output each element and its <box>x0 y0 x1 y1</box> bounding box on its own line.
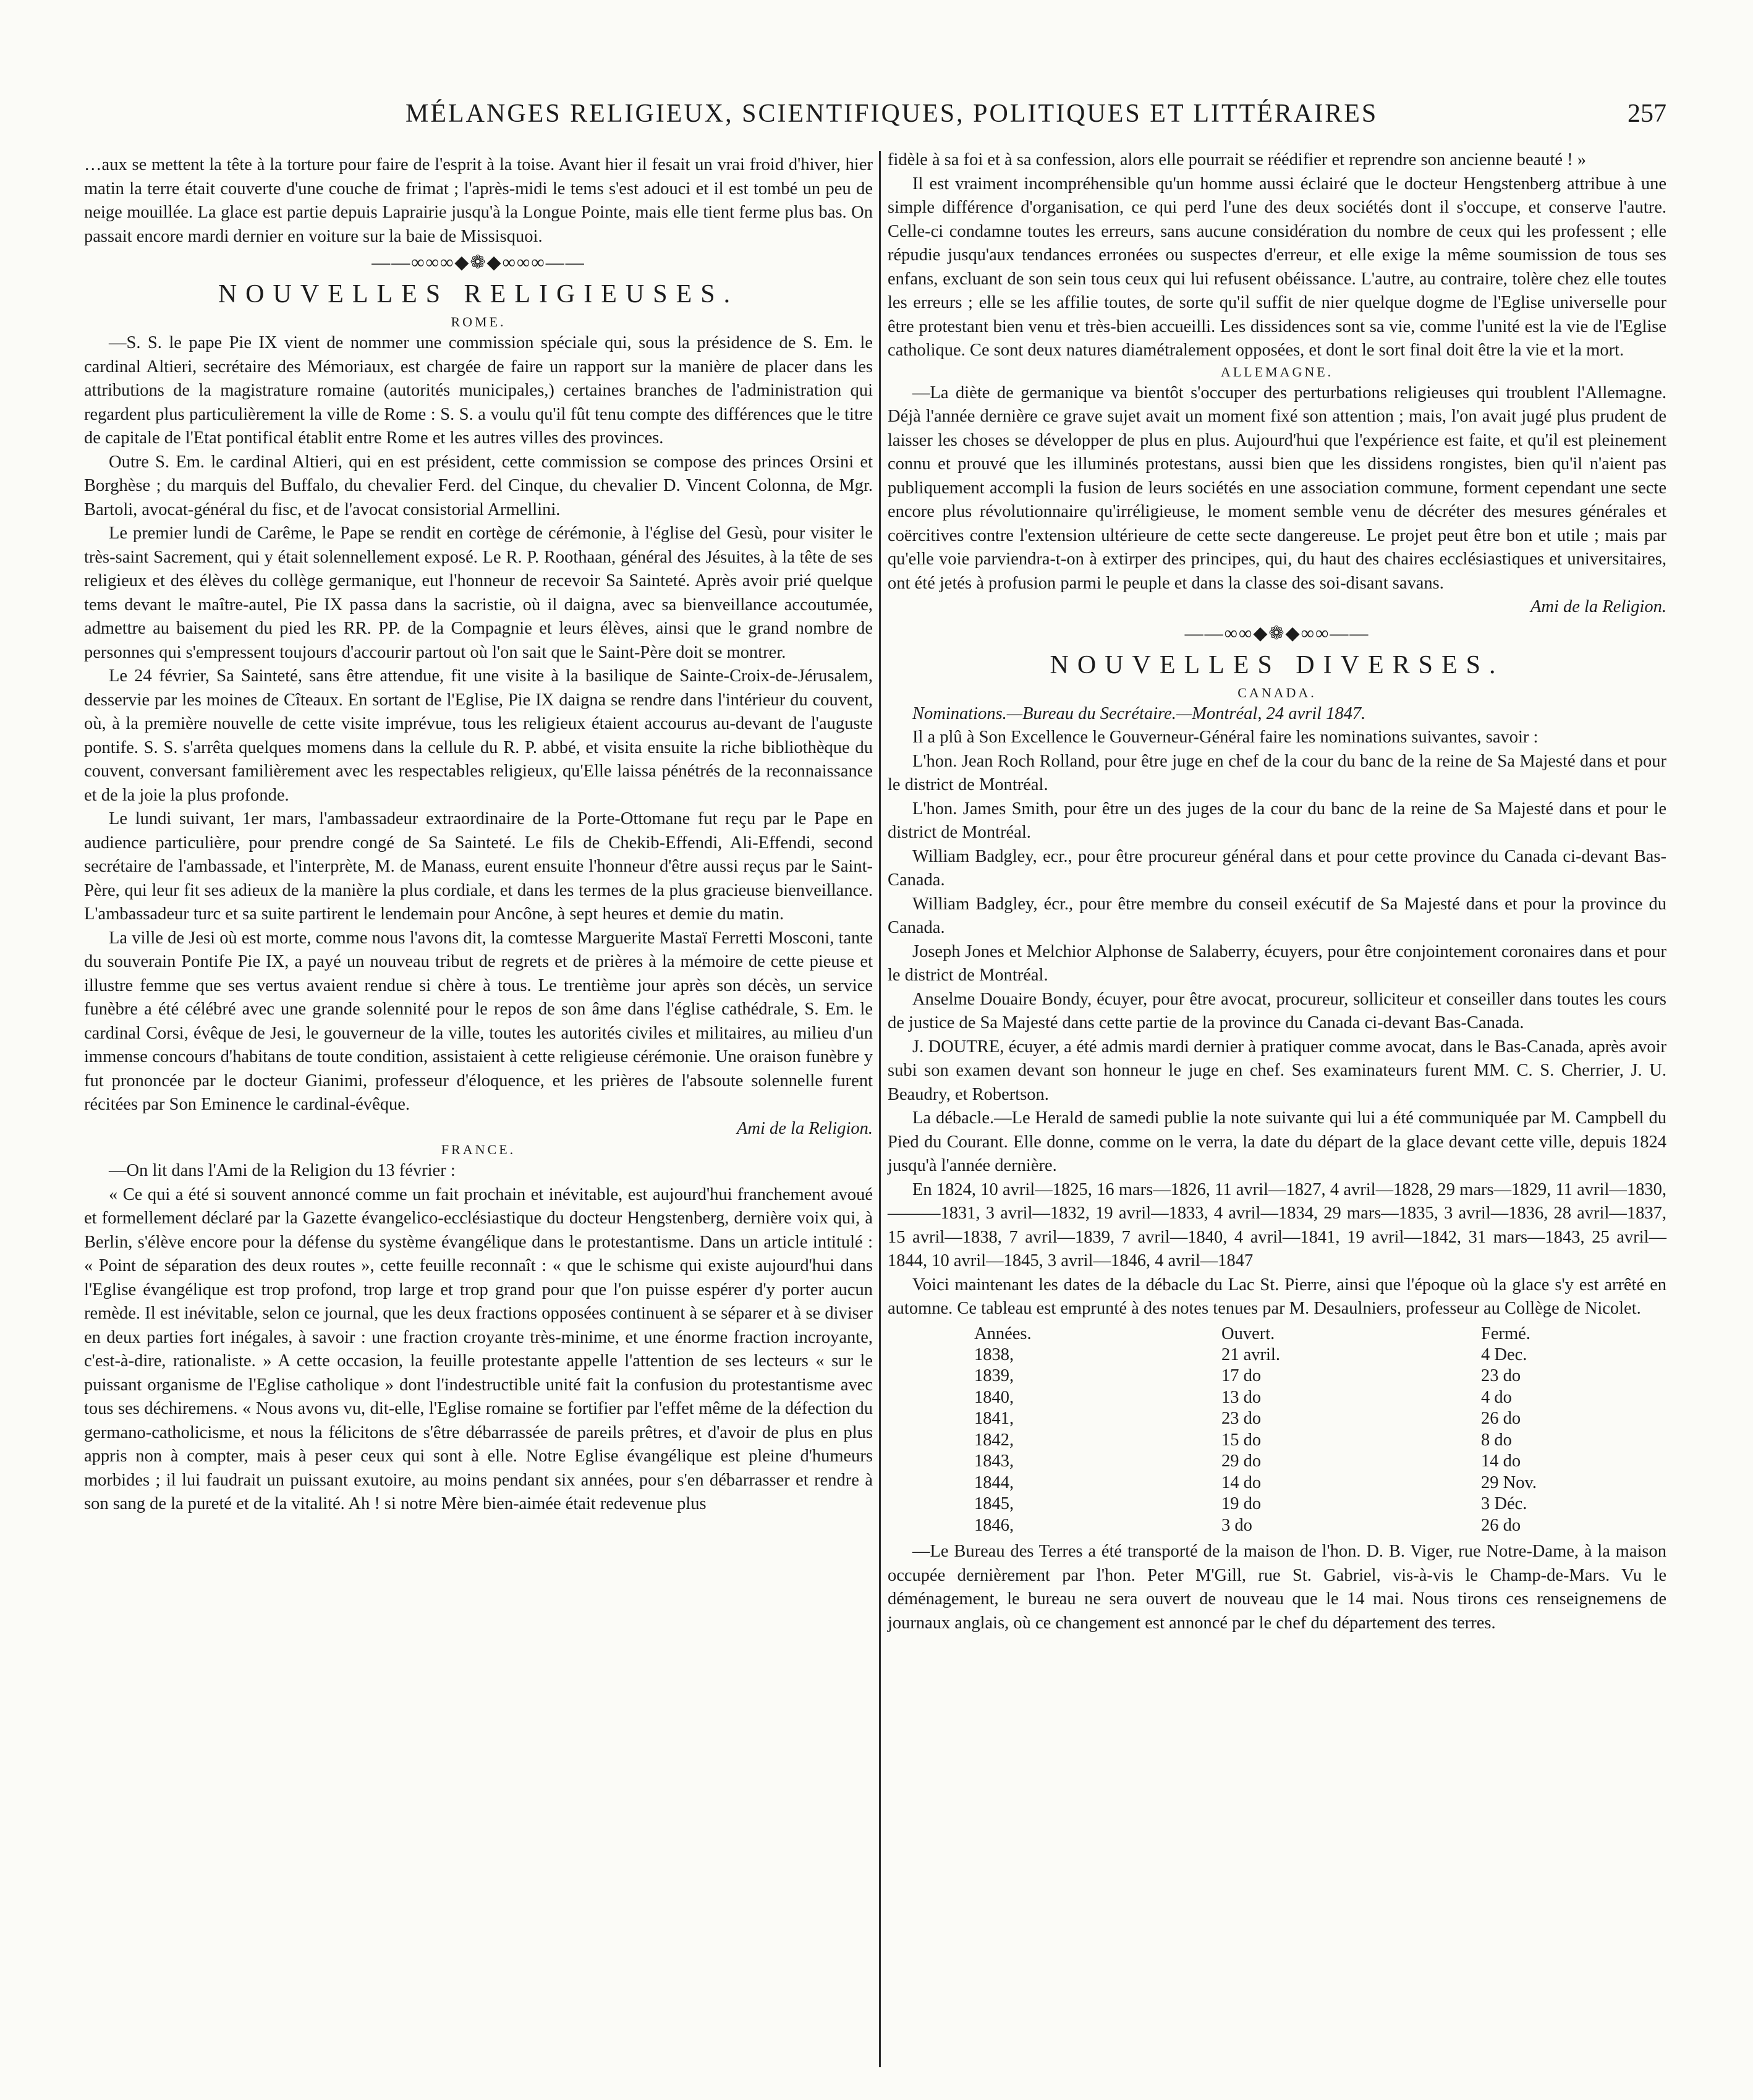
table-cell: 26 do <box>1481 1409 1521 1428</box>
table-row <box>888 1515 1666 1537</box>
paragraph-continuation: fidèle à sa foi et à sa confession, alors elle pourrait se réédifier et reprendre son ancienne beauté ! » <box>888 150 1586 169</box>
table-cell: 15 do <box>1221 1430 1262 1450</box>
subheading-rome: ROME. <box>451 314 506 329</box>
ice-table <box>888 1324 1666 1537</box>
subheading-france: FRANCE. <box>441 1142 516 1157</box>
table-cell: 1839, <box>974 1366 1014 1385</box>
paragraph-nomination-6: Anselme Douaire Bondy, écuyer, pour être avocat, procureur, solliciteur et conseiller dans toutes les cours de justice de Sa Majesté dans cette partie de la province du Canada ci-devant Bas-Canada. <box>888 989 1666 1032</box>
page-number: 257 <box>1628 100 1666 128</box>
table-row <box>888 1345 1666 1366</box>
table-cell: 1838, <box>974 1345 1014 1364</box>
section-title-diverses: NOUVELLES DIVERSES. <box>1050 650 1505 679</box>
paragraph-allemagne: —La diète de germanique va bientôt s'occuper des perturbations religieuses qui troublent l'Allemagne. Déjà l'année dernière ce grave sujet avait un moment fixé son attention ; mais, l'on avait jugé plus prudent de laisser les choses se développer de plus en plus. Aujourd'hui que l'expérience est faite, et qu'il est pleinement connu et prouvé que les illuminés protestans, aussi bien que les dissidens rongistes, bien qu'il n'aient pas publiquement accompli la fusion de leurs sociétés en une association commune, forment cependant une secte encore plus révolutionnaire qu'irréligieuse, le moment semble venu de décréter des mesures générales et coërcitives contre l'extension ultérieure de cette secte dangereuse. Le projet peut être bon et utile ; mais par qu'elle voie parviendra-t-on à extirper des principes, qui, du haut des chaires ecclésiastiques et universitaires, ont été jetés à profusion parmi le peuple et dans la classe des soi-disant savans. <box>888 383 1666 593</box>
table-cell: 26 do <box>1481 1515 1521 1535</box>
paragraph-france-2: « Ce qui a été si souvent annoncé comme un fait prochain et inévitable, est aujourd'hui franchement avoué et formellement déclaré par la Gazette évangelico-ecclésiastique du docteur Hengstenberg, dernière voix qui, à Berlin, s'élève encore pour la défense du système évangélique dans le protestantisme. Dans un article intitulé : « Point de séparation des deux routes », cette feuille reconnaît : « que le schisme qui existe aujourd'hui dans l'Eglise évangélique est trop profond, trop large et trop grand pour que l'on puisse espérer d'y porter aucun remède. Il est inévitable, selon ce journal, que les deux fractions opposées continuent à se séparer et à se diviser en deux parties fort inégales, à savoir : une fraction croyante très-minime, et une énorme fraction incroyante, c'est-à-dire, rationaliste. » A cette occasion, la feuille protestante appelle l'attention de ses lecteurs « sur le puissant organisme de l'Eglise catholique » dont l'indestructible unité fait la confusion du protestantisme avec tous ses déchiremens. « Nous avons vu, dit-elle, l'Eglise romaine se fortifier par l'effet même de la défection du germano-catholicisme, et nous la félicitons de s'être débarrassée de pareils prêtres, et d'avoir de plus en plus appris non à compter, mais à peser ceux qui sont à elle. Notre Eglise évangélique est pleine d'humeurs morbides ; il lui faudrait un puissant exutoire, au moins pendant six années, pour s'en débarrasser et rendre à son sang de la pureté et de la vitalité. Ah ! si notre Mère bien-aimée était redevenue plus <box>84 1184 873 1513</box>
table-cell: 14 do <box>1481 1452 1521 1471</box>
table-row <box>888 1366 1666 1387</box>
paragraph-nomination-1: L'hon. Jean Roch Rolland, pour être juge en chef de la cour du banc de la reine de Sa Majesté dans et pour le district de Montréal. <box>888 751 1666 794</box>
table-cell: 8 do <box>1481 1430 1512 1450</box>
paragraph-weather: …aux se mettent la tête à la torture pour faire de l'esprit à la toise. Avant hier il fesait un vrai froid d'hiver, hier matin la terre était couverte d'une couche de frimat ; l'après-midi le tems s'est adouci et il est tombé un peu de neige mouillée. La glace est partie depuis Laprairie jusqu'à la Longue Pointe, mais elle tient ferme plus bas. On passait encore mardi dernier en voiture sur la baie de Missisquoi. <box>84 155 873 246</box>
table-cell: 4 do <box>1481 1387 1512 1407</box>
table-header: Ouvert. <box>1221 1324 1275 1343</box>
table-row <box>888 1473 1666 1494</box>
table-cell: 1840, <box>974 1387 1014 1407</box>
paragraph-france-1: —On lit dans l'Ami de la Religion du 13 février : <box>109 1161 456 1180</box>
table-cell: 3 Déc. <box>1481 1494 1527 1513</box>
paragraph-rome-4: Le 24 février, Sa Sainteté, sans être attendue, fit une visite à la basilique de Sainte-Croix-de-Jérusalem, desservie par les moines de Cîteaux. En sortant de l'Eglise, Pie IX daigna se rendre dans l'intérieur du couvent, où, à la première nouvelle de cette visite imprévue, tous les religieux étaient accourus au-devant de l'auguste pontife. S. S. s'arrêta quelques momens dans la cellule du R. P. abbé, et visita ensuite la riche bibliothèque du couvent, conversant familièrement avec les respectables religieux, qu'Elle laissa pénétrés de la reconnaissance et de la joie la plus profonde. <box>84 666 873 805</box>
table-cell: 1842, <box>974 1430 1014 1450</box>
paragraph-rome-6: La ville de Jesi où est morte, comme nous l'avons dit, la comtesse Marguerite Mastaï Ferretti Mosconi, tante du souverain Pontife Pie IX, a payé un nouveau tribut de regrets et de prières à la mémoire de cette pieuse et illustre femme que ses vertus avaient rendue si chère à tous. Le trentième jour après son décès, un service funèbre a été célébré avec une grande solennité pour le repos de son âme dans l'église cathédrale, S. Em. le cardinal Corsi, évêque de Jesi, le gouverneur de la ville, toutes les autorités civiles et militaires, au milieu d'un immense concours d'habitans de toute condition, assistaient à cette religieuse cérémonie. Une oraison funèbre y fut prononcée par le docteur Gianimi, professeur d'éloquence, et les prières de l'absoute solennelle furent récitées par Son Eminence le cardinal-évêque. <box>84 928 873 1114</box>
running-title: MÉLANGES RELIGIEUX, SCIENTIFIQUES, POLITIQUES ET LITTÉRAIRES <box>405 100 1378 128</box>
paragraph-rome-1: —S. S. le pape Pie IX vient de nommer une commission spéciale qui, sous la présidence de S. Em. le cardinal Altieri, secrétaire des Mémoriaux, est chargée de faire un rapport sur la manière de placer dans les attributions de la magistrature romaine (autorités municipales,) certaines branches de l'administration qui regardent plus particulièrement la ville de Rome : S. S. a voulu qu'il fût tenu compte des différences que le titre de capitale de l'Etat pontifical établit entre Rome et les autres villes des provinces. <box>84 333 873 448</box>
table-cell: 1844, <box>974 1473 1014 1492</box>
table-header: Fermé. <box>1481 1324 1530 1343</box>
right-column <box>888 148 1666 1635</box>
table-row <box>888 1430 1666 1452</box>
paragraph-rome-3: Le premier lundi de Carême, le Pape se rendit en cortège de cérémonie, à l'église del Gesù, pour visiter le très-saint Sacrement, qui y était solennellement exposé. Le R. P. Roothaan, général des Jésuites, à la tête de ses religieux et des élèves du collège germanique, eut l'honneur de recevoir Sa Sainteté. Après avoir prié quelque tems devant le maître-autel, Pie IX passa dans la sacristie, où il daigna, avec sa bienveillance accoutumée, admettre au baisement du pied les RR. PP. de la Compagnie et leurs élèves, ainsi que le grand nombre de personnes qui s'empressent toujours d'accourir partout où l'on sait que le Saint-Père doit se montrer. <box>84 524 873 662</box>
table-cell: 13 do <box>1221 1387 1262 1407</box>
paragraph-nominations-heading: Nominations.—Bureau du Secrétaire.—Montréal, 24 avril 1847. <box>912 704 1366 723</box>
column-divider <box>879 151 881 2067</box>
paragraph-doutre: J. DOUTRE, écuyer, a été admis mardi dernier à pratiquer comme avocat, dans le Bas-Canada, après avoir subi son examen devant son honneur le juge en chef. Ses examinateurs furent MM. C. S. Cherrier, J. U. Beaudry, et Robertson. <box>888 1037 1666 1104</box>
paragraph-nomination-5: Joseph Jones et Melchior Alphonse de Salaberry, écuyers, pour être conjointement coronaires dans et pour le district de Montréal. <box>888 942 1666 985</box>
table-cell: 17 do <box>1221 1366 1262 1385</box>
table-header-row <box>888 1324 1666 1345</box>
left-column <box>84 153 873 1516</box>
table-cell: 23 do <box>1221 1409 1262 1428</box>
paragraph-rome-2: Outre S. Em. le cardinal Altieri, qui en est président, cette commission se compose des princes Orsini et Borghèse ; du marquis del Buffalo, du chevalier Ferd. del Cinque, du chevalier D. Vincent Colonna, de Mgr. Bartoli, avocat-général du fisc, et de l'avocat consistorial Armellini. <box>84 452 873 519</box>
paragraph-ice-dates: En 1824, 10 avril—1825, 16 mars—1826, 11 avril—1827, 4 avril—1828, 29 mars—1829, 11 avril—1830,———1831, 3 avril—1832, 19 avril—1833, 4 avril—1834, 29 mars—1835, 3 avril—1836, 28 avril—1837, 15 avril—1838, 7 avril—1839, 7 avril—1840, 4 avril—1841, 19 avril—1842, 31 mars—1843, 25 avril—1844, 10 avril—1845, 3 avril—1846, 4 avril—1847 <box>888 1180 1666 1270</box>
table-cell: 14 do <box>1221 1473 1262 1492</box>
paragraph-lac-st-pierre: Voici maintenant les dates de la débacle du Lac St. Pierre, ainsi que l'époque où la glace s'y est arrêté en automne. Ce tableau est emprunté à des notes tenues par M. Desaulniers, professeur au Collège de Nicolet. <box>888 1275 1666 1318</box>
paragraph-nomination-3: William Badgley, ecr., pour être procureur général dans et pour cette province du Canada ci-devant Bas-Canada. <box>888 846 1666 890</box>
table-cell: 23 do <box>1481 1366 1521 1385</box>
section-title-religieuses: NOUVELLES RELIGIEUSES. <box>218 280 739 308</box>
table-cell: 29 do <box>1221 1452 1262 1471</box>
table-cell: 29 Nov. <box>1481 1473 1537 1492</box>
subheading-canada: CANADA. <box>1237 684 1317 700</box>
table-cell: 19 do <box>1221 1494 1262 1513</box>
table-row <box>888 1451 1666 1473</box>
paragraph-debacle: La débacle.—Le Herald de samedi publie la note suivante qui lui a été communiquée par M. Campbell du Pied du Courant. Elle donne, comme on le verra, la date du départ de la glace devant cette ville, depuis 1824 jusqu'à l'année dernière. <box>888 1108 1666 1175</box>
table-cell: 1845, <box>974 1494 1014 1513</box>
paragraph-nomination-4: William Badgley, écr., pour être membre du conseil exécutif de Sa Majesté dans et pour la province du Canada. <box>888 894 1666 937</box>
ornament-divider: ——∞∞∞◆❁◆∞∞∞—— <box>371 252 585 273</box>
paragraph-nomination-2: L'hon. James Smith, pour être un des juges de la cour du banc de la reine de Sa Majesté dans et pour le district de Montréal. <box>888 799 1666 842</box>
table-header: Années. <box>974 1324 1032 1343</box>
table-row <box>888 1494 1666 1515</box>
table-row <box>888 1408 1666 1430</box>
paragraph-hengstenberg: Il est vraiment incompréhensible qu'un homme aussi éclairé que le docteur Hengstenberg attribue à une simple différence d'organisation, ce qui perd l'une des deux sociétés dont il s'occupe, et conserve l'autre. Celle-ci condamne toutes les erreurs, sans aucune considération du nombre de ceux qui les professent ; elle répudie jusqu'aux tendances erronées ou suspectes d'erreur, et elle exige la même soumission de tous ses enfans, excluant de son sein tous ceux qui lui refusent obéissance. L'autre, au contraire, tolère chez elle toutes les erreurs ; elle se les affilie toutes, de sorte qu'il suffit de nier quelque dogme de l'Eglise universelle pour être protestant bien venu et très-bien accueilli. Les dissidences sont sa vie, comme l'unité est la vie de l'Eglise catholique. Ce sont deux natures diamétralement opposées, et dont le sort final doit être la vie et la mort. <box>888 174 1666 360</box>
table-cell: 1843, <box>974 1452 1014 1471</box>
table-cell: 3 do <box>1221 1515 1252 1535</box>
table-cell: 21 avril. <box>1221 1345 1280 1364</box>
table-cell: 1846, <box>974 1515 1014 1535</box>
paragraph-nominations-intro: Il a plû à Son Excellence le Gouverneur-Général faire les nominations suivantes, savoir : <box>912 728 1539 747</box>
paragraph-bureau-terres: —Le Bureau des Terres a été transporté de la maison de l'hon. D. B. Viger, rue Notre-Dame, à la maison occupée dernièrement par l'hon. Peter M'Gill, rue St. Gabriel, vis-à-vis le Champ-de-Mars. Vu le déménagement, le bureau ne sera ouvert de nouveau que le 14 mai. Nous tirons ces renseignemens de journaux anglais, où ce changement est annoncé par le chef du département des terres. <box>888 1542 1666 1633</box>
signature-rome: Ami de la Religion. <box>736 1118 873 1138</box>
table-row <box>888 1387 1666 1409</box>
ornament-divider: ——∞∞◆❁◆∞∞—— <box>1184 623 1370 644</box>
subheading-allemagne: ALLEMAGNE. <box>1220 363 1334 380</box>
signature-allemagne: Ami de la Religion. <box>1530 597 1666 616</box>
table-cell: 1841, <box>974 1409 1014 1428</box>
paragraph-rome-5: Le lundi suivant, 1er mars, l'ambassadeur extraordinaire de la Porte-Ottomane fut reçu par le Pape en audience particulière, pour prendre congé de Sa Sainteté. Le fils de Chekib-Effendi, Ali-Effendi, second secrétaire de l'ambassade, et l'interprète, M. de Manass, eurent ensuite l'honneur d'être aussi reçus par le Saint-Père, qui leur fit ses adieux de la manière la plus cordiale, et dans les termes de la plus gracieuse bienveillance. L'ambassadeur turc et sa suite partirent le lendemain pour Ancône, à sept heures et demie du matin. <box>84 809 873 924</box>
page-header <box>84 99 1666 131</box>
table-cell: 4 Dec. <box>1481 1345 1527 1364</box>
